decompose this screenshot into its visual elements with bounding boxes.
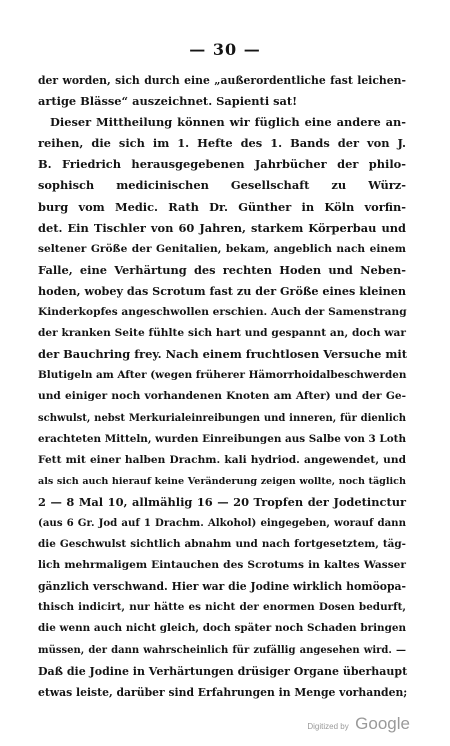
- watermark-brand: Google: [355, 714, 410, 733]
- text-line-8: det. Ein Tischler von 60 Jahren, starkem Körperbau und: [38, 220, 406, 235]
- watermark-prefix: Digitized by: [307, 722, 349, 731]
- text-line-23: die Geschwulst sichtlich abnahm und nach fortgesetztem, täg-: [38, 538, 406, 551]
- text-line-27: die wenn auch nicht gleich, doch später noch Schaden bringen: [38, 622, 406, 635]
- text-line-18: erachteten Mitteln, wurden Einreibungen aus Salbe von 3 Loth: [38, 432, 406, 445]
- body-text: [38, 70, 406, 703]
- text-line-21: 2 — 8 Mal 10, allmählig 16 — 20 Tropfen der Jodetinctur: [38, 494, 406, 509]
- text-line-22: (aus 6 Gr. Jod auf 1 Drachm. Alkohol) eingegeben, worauf dann: [38, 516, 406, 529]
- text-line-3: Dieser Mittheilung können wir füglich eine andere an-: [50, 115, 406, 130]
- text-line-10: Falle, eine Verhärtung des rechten Hoden und Neben-: [38, 262, 406, 277]
- text-line-16: und einiger noch vorhandenen Knoten am After) und der Ge-: [38, 390, 406, 403]
- text-line-25: gänzlich verschwand. Hier war die Jodine wirklich homöopa-: [38, 580, 406, 594]
- text-line-11: hoden, wobey das Scrotum fast zu der Größe eines kleinen: [38, 283, 406, 298]
- text-line-24: lich mehrmaligem Eintauchen des Scrotums in kaltes Wasser: [38, 559, 406, 572]
- text-line-17: schwulst, nebst Merkurialeinreibungen und inneren, für dienlich: [38, 412, 406, 424]
- page-number: — 30 —: [189, 40, 261, 59]
- text-line-12: Kinderkopfes angeschwollen erschien. Auch der Samenstrang: [38, 306, 407, 319]
- text-line-7: burg vom Medic. Rath Dr. Günther in Köln vorfin-: [38, 199, 406, 214]
- text-line-1: der worden, sich durch eine „außerordentliche fast leichen-: [38, 74, 406, 87]
- text-line-30: etwas leiste, darüber sind Erfahrungen in Menge vorhanden;: [38, 685, 408, 699]
- text-line-29: Daß die Jodine in Verhärtungen drüsiger Organe überhaupt: [38, 664, 408, 678]
- text-line-14: der Bauchring frey. Nach einem fruchtlosen Versuche mit: [38, 347, 408, 362]
- text-line-4: reihen, die sich im 1. Hefte des 1. Bands der von J.: [38, 136, 406, 151]
- text-line-13: der kranken Seite fühlte sich hart und gespannt an, doch war: [38, 327, 406, 340]
- text-line-5: B. Friedrich herausgegebenen Jahrbücher der philo-: [38, 157, 406, 172]
- text-line-9: seltener Größe der Genitalien, bekam, angeblich nach einem: [38, 242, 406, 255]
- digitized-by-google-watermark: [307, 714, 410, 734]
- text-line-6: sophisch medicinischen Gesellschaft zu Würz-: [38, 178, 406, 193]
- text-line-20: als sich auch hierauf keine Veränderung zeigen wollte, noch täglich: [38, 475, 406, 487]
- text-line-19: Fett mit einer halben Drachm. kali hydriod. angewendet, und: [38, 453, 406, 466]
- text-line-28: müssen, der dann wahrscheinlich für zufällig angesehen wird. —: [38, 644, 406, 656]
- text-line-2: artige Blässe“ auszeichnet. Sapienti sat!: [38, 94, 298, 109]
- text-line-26: thisch indicirt, nur hätte es nicht der enormen Dosen bedurft,: [38, 601, 406, 614]
- text-line-15: Blutigeln am After (wegen früherer Hämorrhoidalbeschwerden: [38, 369, 407, 382]
